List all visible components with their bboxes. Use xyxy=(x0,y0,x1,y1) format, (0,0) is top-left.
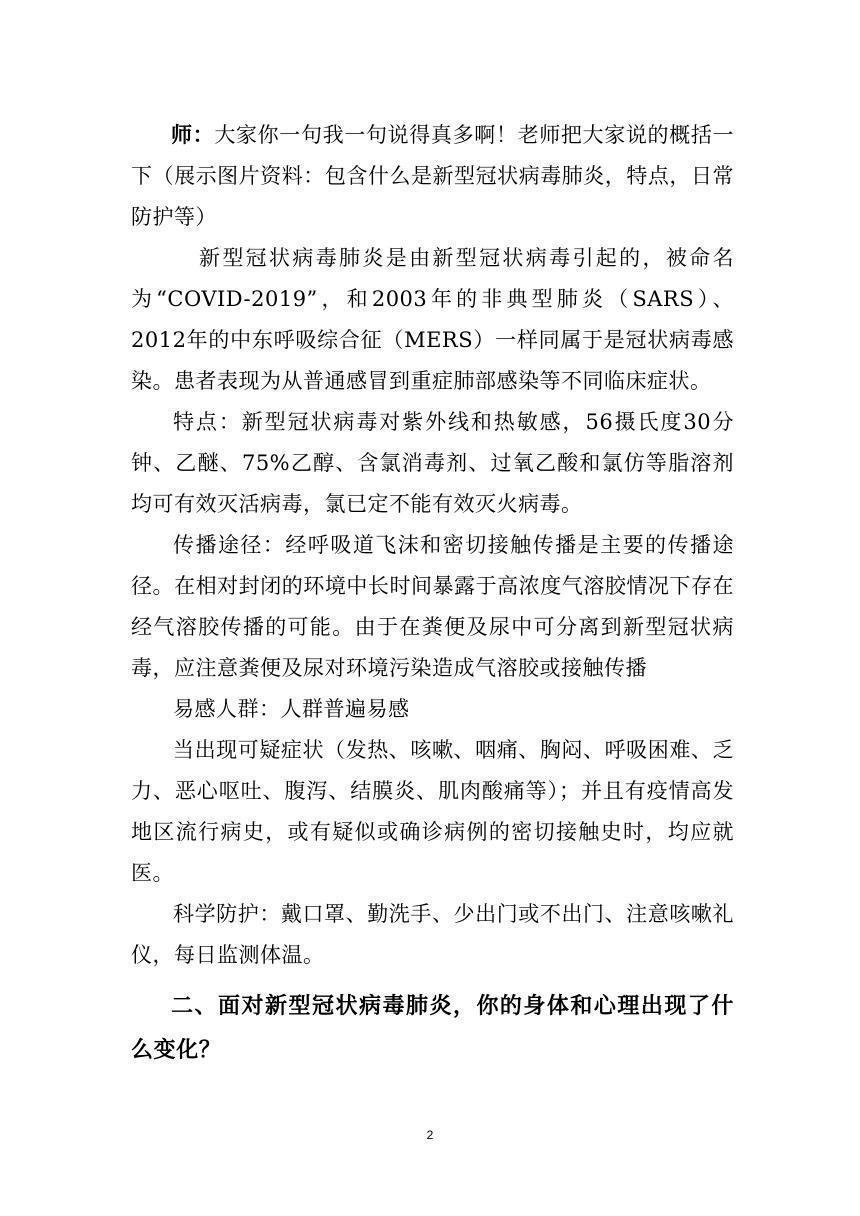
intro-paragraph: 新型冠状病毒肺炎是由新型冠状病毒引起的，被命名为“COVID-2019”，和2003年的非典型肺炎（SARS）、2012年的中东呼吸综合征（MERS）一样同属于是冠状病毒感染。患者表现为从普通感冒到重症肺部感染等不同临床症状。 xyxy=(131,246,734,393)
section-heading: 二、面对新型冠状病毒肺炎，你的身体和心理出现了什么变化？ xyxy=(131,993,734,1063)
symptoms-paragraph: 当出现可疑症状（发热、咳嗽、咽痛、胸闷、呼吸困难、乏力、恶心呕吐、腹泻、结膜炎、肌肉酸痛等）；并且有疫情高发地区流行病史，或有疑似或确诊病例的密切接触史时，均应就医。 xyxy=(131,738,734,885)
features-paragraph: 特点：新型冠状病毒对紫外线和热敏感，56摄氏度30分钟、乙醚、75%乙醇、含氯消毒剂、过氧乙酸和氯仿等脂溶剂均可有效灭活病毒，氯已定不能有效灭火病毒。 xyxy=(131,410,734,516)
teacher-dialogue-text: 大家你一句我一句说得真多啊！老师把大家说的概括一下（展示图片资料：包含什么是新型冠状病毒肺炎，特点，日常防护等） xyxy=(131,123,735,229)
transmission-paragraph: 传播途径：经呼吸道飞沫和密切接触传播是主要的传播途径。在相对封闭的环境中长时间暴露于高浓度气溶胶情况下存在经气溶胶传播的可能。由于在粪便及尿中可分离到新型冠状病毒，应注意粪便及尿对环境污染造成气溶胶或接触传播 xyxy=(131,533,734,680)
speaker-label: 师： xyxy=(171,122,215,147)
teacher-dialogue-paragraph xyxy=(131,114,734,238)
page-body xyxy=(131,114,734,1072)
page-number: 2 xyxy=(426,1128,434,1142)
protection-paragraph: 科学防护：戴口罩、勤洗手、少出门或不出门、注意咳嗽礼仪，每日监测体温。 xyxy=(131,902,734,967)
susceptible-paragraph: 易感人群：人群普遍易感 xyxy=(173,697,410,721)
